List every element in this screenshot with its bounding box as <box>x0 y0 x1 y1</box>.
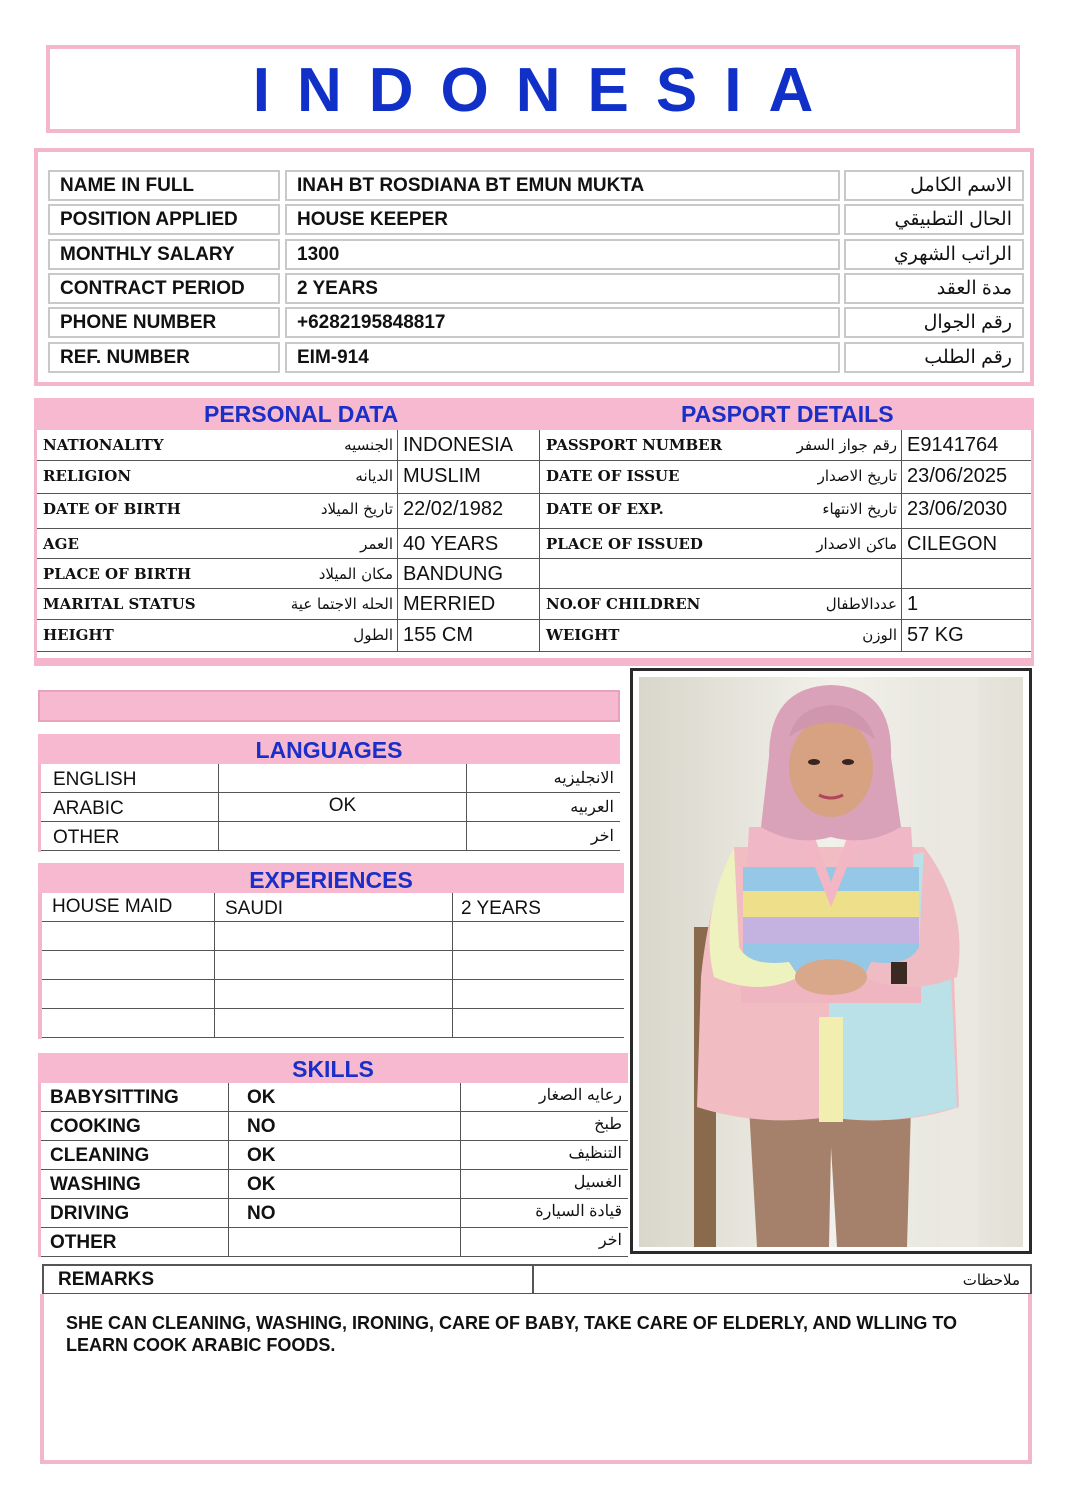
info-label: POSITION APPLIED <box>48 204 280 235</box>
remarks-divider <box>532 1266 534 1294</box>
info-row <box>48 273 1024 304</box>
passport-details-heading: PASPORT DETAILS <box>681 401 894 427</box>
experience-row <box>42 922 624 951</box>
language-row <box>41 822 620 851</box>
skill-value: NO <box>228 1199 460 1227</box>
info-row <box>48 342 1024 373</box>
info-arabic-label: الراتب الشهري <box>844 239 1024 270</box>
passport-arabic-label: رقم جواز السفر <box>796 436 897 454</box>
skill-name: WASHING <box>50 1174 141 1195</box>
skill-row <box>41 1199 628 1228</box>
skill-value: OK <box>228 1141 460 1169</box>
skill-name: COOKING <box>50 1116 141 1137</box>
page-title: INDONESIA <box>252 56 841 125</box>
info-value: EIM-914 <box>285 342 840 373</box>
language-row <box>41 764 620 793</box>
language-name: OTHER <box>53 827 120 848</box>
info-row <box>48 170 1024 201</box>
info-label: PHONE NUMBER <box>48 307 280 338</box>
info-value: INAH BT ROSDIANA BT EMUN MUKTA <box>285 170 840 201</box>
language-level <box>218 822 466 850</box>
remarks-box <box>40 1294 1032 1464</box>
skill-name: DRIVING <box>50 1203 130 1224</box>
personal-passport-header <box>34 398 1034 430</box>
passport-label: PASSPORT NUMBER <box>539 430 729 460</box>
experience-role <box>52 1009 214 1037</box>
personal-arabic-label: تاريخ الميلاد <box>320 500 393 518</box>
passport-label: WEIGHT <box>539 620 729 651</box>
passport-label: DATE OF EXP. <box>539 494 729 528</box>
passport-value: 23/06/2030 <box>901 494 1031 528</box>
language-arabic-label: العربيه <box>466 793 620 821</box>
info-arabic-label: رقم الجوال <box>844 307 1024 338</box>
personal-value: 155 CM <box>397 620 539 651</box>
skill-row <box>41 1112 628 1141</box>
personal-arabic-label: الجنسيه <box>344 436 393 454</box>
personal-passport-row <box>37 620 1031 652</box>
personal-value: 40 YEARS <box>397 529 539 558</box>
info-value: 2 YEARS <box>285 273 840 304</box>
skill-arabic-label: اخر <box>460 1228 628 1256</box>
personal-passport-row <box>37 461 1031 494</box>
personal-label: NATIONALITY <box>43 436 164 454</box>
remarks-label: REMARKS <box>58 1269 155 1290</box>
personal-passport-row <box>37 589 1031 620</box>
language-arabic-label: اخر <box>466 822 620 850</box>
info-row <box>48 204 1024 235</box>
personal-data-heading: PERSONAL DATA <box>204 401 399 427</box>
remarks-arabic-label: ملاحظات <box>962 1271 1020 1289</box>
experience-duration <box>452 1009 624 1037</box>
personal-label: RELIGION <box>43 467 132 485</box>
info-value: HOUSE KEEPER <box>285 204 840 235</box>
experiences-table <box>38 893 624 1039</box>
experience-role: HOUSE MAID <box>52 896 173 917</box>
personal-arabic-label: الديانه <box>355 467 393 485</box>
remarks-header-row <box>42 1264 1032 1294</box>
info-arabic-label: الحال التطبيقي <box>844 204 1024 235</box>
personal-arabic-label: الحله الاجتما عية <box>290 595 393 613</box>
experience-role <box>52 980 214 1008</box>
skills-heading: SKILLS <box>38 1053 628 1083</box>
info-label: NAME IN FULL <box>48 170 280 201</box>
skill-value: NO <box>228 1112 460 1140</box>
info-value: 1300 <box>285 239 840 270</box>
skill-arabic-label: طبخ <box>460 1112 628 1140</box>
info-row <box>48 307 1024 338</box>
skill-row <box>41 1141 628 1170</box>
experience-duration <box>452 951 624 979</box>
personal-label: AGE <box>43 535 79 553</box>
personal-value: INDONESIA <box>397 430 539 460</box>
language-name: ENGLISH <box>53 769 137 790</box>
skill-row <box>41 1170 628 1199</box>
info-label: CONTRACT PERIOD <box>48 273 280 304</box>
blank-pink-bar <box>38 690 620 722</box>
passport-value: 57 KG <box>901 620 1031 651</box>
info-arabic-label: رقم الطلب <box>844 342 1024 373</box>
language-row <box>41 793 620 822</box>
personal-value: MERRIED <box>397 589 539 619</box>
info-arabic-label: الاسم الكامل <box>844 170 1024 201</box>
passport-label <box>539 559 729 588</box>
passport-arabic-label: تاريخ الانتهاء <box>822 500 897 518</box>
experience-country <box>214 980 452 1008</box>
personal-label: DATE OF BIRTH <box>43 500 181 518</box>
language-level: OK <box>218 793 466 821</box>
passport-arabic-label: عددالاطفال <box>825 595 897 613</box>
personal-label: PLACE OF BIRTH <box>43 565 192 583</box>
passport-arabic-label: الوزن <box>862 626 897 644</box>
personal-arabic-label: مكان الميلاد <box>318 565 393 583</box>
title-box <box>46 45 1020 133</box>
skill-arabic-label: التنظيف <box>460 1141 628 1169</box>
passport-value: CILEGON <box>901 529 1031 558</box>
personal-label: MARITAL STATUS <box>43 595 196 613</box>
skill-value <box>228 1228 460 1256</box>
experience-row <box>42 893 624 922</box>
passport-label: PLACE OF ISSUED <box>539 529 729 558</box>
applicant-photo <box>639 677 1023 1247</box>
personal-value: 22/02/1982 <box>397 494 539 528</box>
info-value: +6282195848817 <box>285 307 840 338</box>
experience-duration <box>452 922 624 950</box>
passport-value: 23/06/2025 <box>901 461 1031 493</box>
personal-value: MUSLIM <box>397 461 539 493</box>
personal-passport-row <box>37 494 1031 529</box>
info-label: MONTHLY SALARY <box>48 239 280 270</box>
language-name: ARABIC <box>53 798 124 819</box>
languages-heading: LANGUAGES <box>38 734 620 764</box>
skill-row <box>41 1228 628 1257</box>
experience-row <box>42 1009 624 1038</box>
languages-table <box>38 764 620 852</box>
passport-label: NO.OF CHILDREN <box>539 589 729 619</box>
passport-value <box>901 559 1031 588</box>
passport-arabic-label <box>729 559 901 588</box>
passport-arabic-label: تاريخ الاصدار <box>817 467 897 485</box>
passport-value: E9141764 <box>901 430 1031 460</box>
personal-label: HEIGHT <box>43 626 114 644</box>
experience-duration <box>452 980 624 1008</box>
skills-table <box>38 1083 628 1257</box>
skill-value: OK <box>228 1170 460 1198</box>
skill-name: CLEANING <box>50 1145 150 1166</box>
skill-row <box>41 1083 628 1112</box>
experience-country <box>214 951 452 979</box>
experience-role <box>52 951 214 979</box>
personal-value: BANDUNG <box>397 559 539 588</box>
language-level <box>218 764 466 792</box>
personal-passport-row <box>37 430 1031 461</box>
language-arabic-label: الانجليزيه <box>466 764 620 792</box>
applicant-photo-frame <box>630 668 1032 1254</box>
personal-passport-row <box>37 529 1031 559</box>
info-arabic-label: مدة العقد <box>844 273 1024 304</box>
remarks-text: SHE CAN CLEANING, WASHING, IRONING, CARE OF BABY, TAKE CARE OF ELDERLY, AND WLLING TO LEARN COOK ARABIC FOODS. <box>66 1313 958 1355</box>
info-row <box>48 239 1024 270</box>
experience-duration: 2 YEARS <box>452 893 624 921</box>
experience-role <box>52 922 214 950</box>
skill-arabic-label: قيادة السيارة <box>460 1199 628 1227</box>
experience-country: SAUDI <box>214 893 452 921</box>
experience-row <box>42 951 624 980</box>
skill-name: OTHER <box>50 1232 117 1253</box>
info-label: REF. NUMBER <box>48 342 280 373</box>
passport-arabic-label: ماكن الاصدار <box>816 535 897 553</box>
passport-value: 1 <box>901 589 1031 619</box>
personal-passport-table <box>34 430 1034 666</box>
skill-arabic-label: الغسيل <box>460 1170 628 1198</box>
skill-name: BABYSITTING <box>50 1087 179 1108</box>
personal-passport-row <box>37 559 1031 589</box>
personal-arabic-label: العمر <box>360 535 393 553</box>
experience-country <box>214 1009 452 1037</box>
skill-value: OK <box>228 1083 460 1111</box>
passport-label: DATE OF ISSUE <box>539 461 729 493</box>
applicant-info-table <box>34 148 1034 386</box>
experience-country <box>214 922 452 950</box>
personal-arabic-label: الطول <box>353 626 393 644</box>
experiences-heading: EXPERIENCES <box>38 863 624 893</box>
experience-row <box>42 980 624 1009</box>
skill-arabic-label: رعايه الصغار <box>460 1083 628 1111</box>
